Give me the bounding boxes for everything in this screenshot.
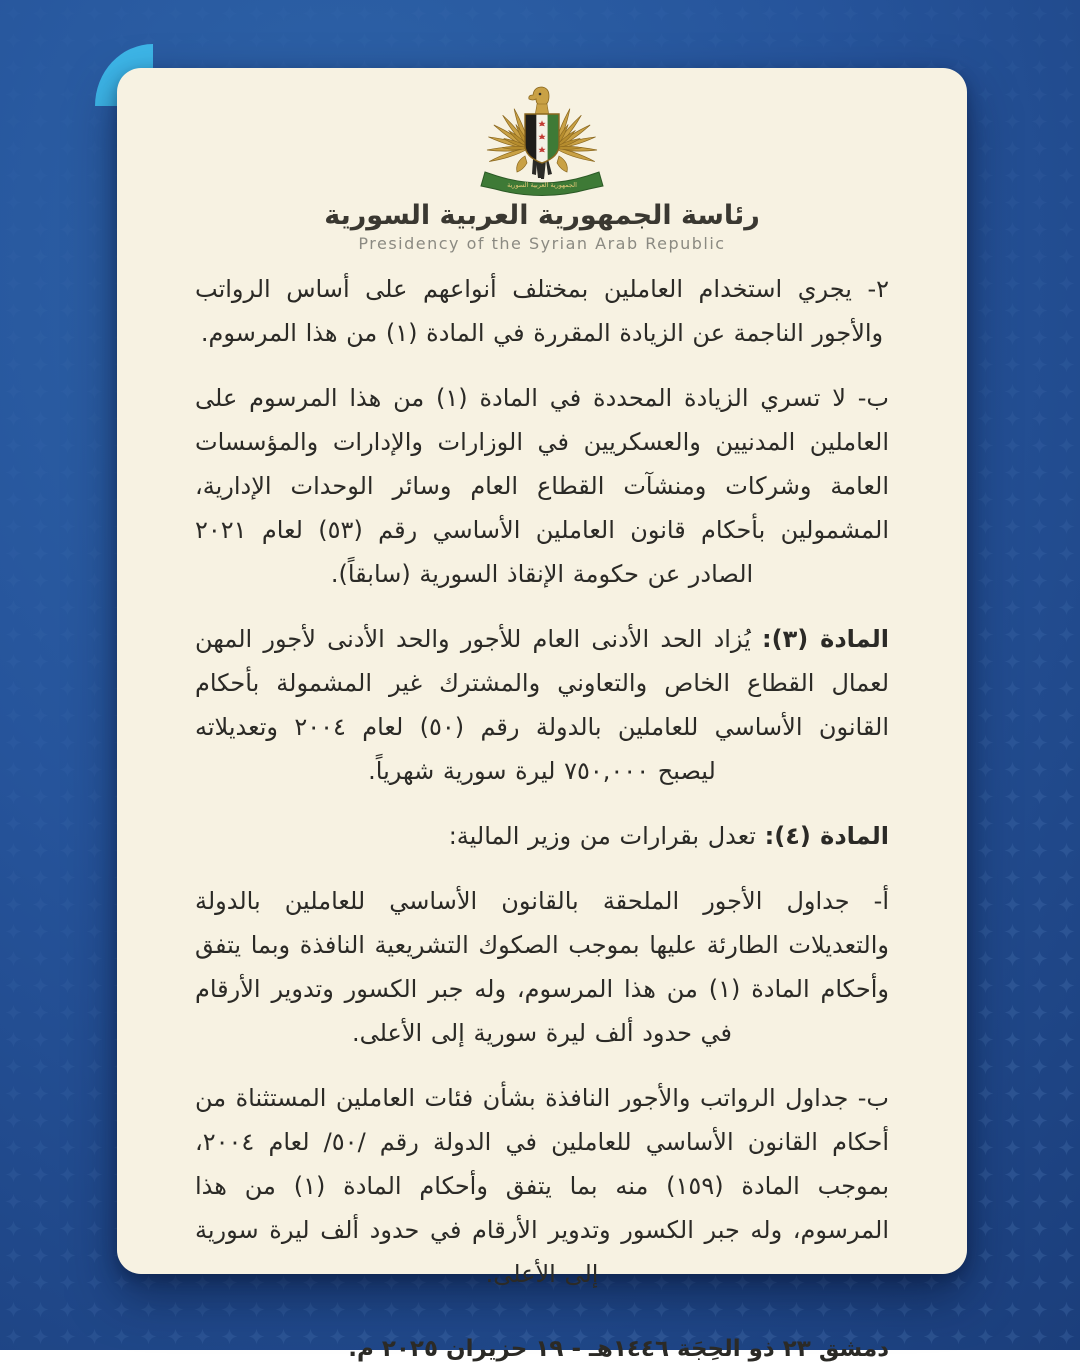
presidency-title-arabic: رئاسة الجمهورية العربية السورية	[324, 200, 760, 231]
paragraph-text: تعدل بقرارات من وزير المالية:	[448, 822, 765, 850]
decree-paragraph-article-3	[195, 617, 889, 793]
decree-dateline: دمشق ٢٣ ذو الحِجَة ١٤٤٦هـ - ١٩ حزيران ٢٠٢٥ م.	[348, 1336, 889, 1362]
paragraph-text: ب- جداول الرواتب والأجور النافذة بشأن فئات العاملين المستثناة من أحكام القانون الأساسي للعاملين في الدولة رقم /٥٠/ لعام ٢٠٠٤، بموجب المادة (١٥٩) منه بما يتفق وأحكام المادة (١) من هذا المرسوم، وله جبر الكسور وتدوير الأرقام في حدود ألف ليرة سورية إلى الأعلى.	[195, 1084, 890, 1288]
decree-paragraph-clause-b1	[195, 376, 889, 596]
decree-paragraph-clause-2	[195, 267, 889, 355]
paragraph-text: أ- جداول الأجور الملحقة بالقانون الأساسي للعاملين بالدولة والتعديلات الطارئة عليها بموجب الصكوك التشريعية النافذة وبما يتفق وأحكام المادة (١) من هذا المرسوم، وله جبر الكسور وتدوير الأرقام في حدود ألف ليرة سورية إلى الأعلى.	[195, 887, 889, 1047]
presidency-title-english: Presidency of the Syrian Arab Republic	[358, 234, 726, 253]
decree-paragraph-clause-b2	[195, 1076, 889, 1296]
document-header	[195, 84, 889, 253]
decree-body	[195, 267, 889, 1362]
decree-document-page	[117, 68, 967, 1362]
paragraph-text: يُزاد الحد الأدنى العام للأجور والحد الأدنى لأجور المهن لعمال القطاع الخاص والتعاوني والمشترك غير المشمولة بأحكام القانون الأساسي للعاملين بالدولة رقم (٥٠) لعام ٢٠٠٤ وتعديلاته ليصبح ٧٥٠,٠٠٠ ليرة سورية شهرياً.	[195, 625, 889, 785]
paragraph-text: ب- لا تسري الزيادة المحددة في المادة (١) من هذا المرسوم على العاملين المدنيين والعسكريين في الوزارات والإدارات والمؤسسات العامة وشركات ومنشآت القطاع العام وسائر الوحدات الإدارية، المشمولين بأحكام قانون العاملين الأساسي رقم (٥٣) لعام ٢٠٢١ الصادر عن حكومة الإنقاذ السورية (سابقاً).	[195, 384, 889, 588]
emblem-banner-text: الجمهورية العربية السورية	[507, 181, 577, 189]
syrian-eagle-emblem-icon	[467, 84, 617, 196]
decree-paragraph-clause-a	[195, 879, 889, 1055]
article-label: المادة (٤):	[764, 822, 889, 850]
article-label: المادة (٣):	[762, 625, 889, 653]
decree-paragraph-article-4	[195, 814, 889, 858]
paragraph-text: ٢- يجري استخدام العاملين بمختلف أنواعهم على أساس الرواتب والأجور الناجمة عن الزيادة المقررة في المادة (١) من هذا المرسوم.	[195, 275, 889, 347]
